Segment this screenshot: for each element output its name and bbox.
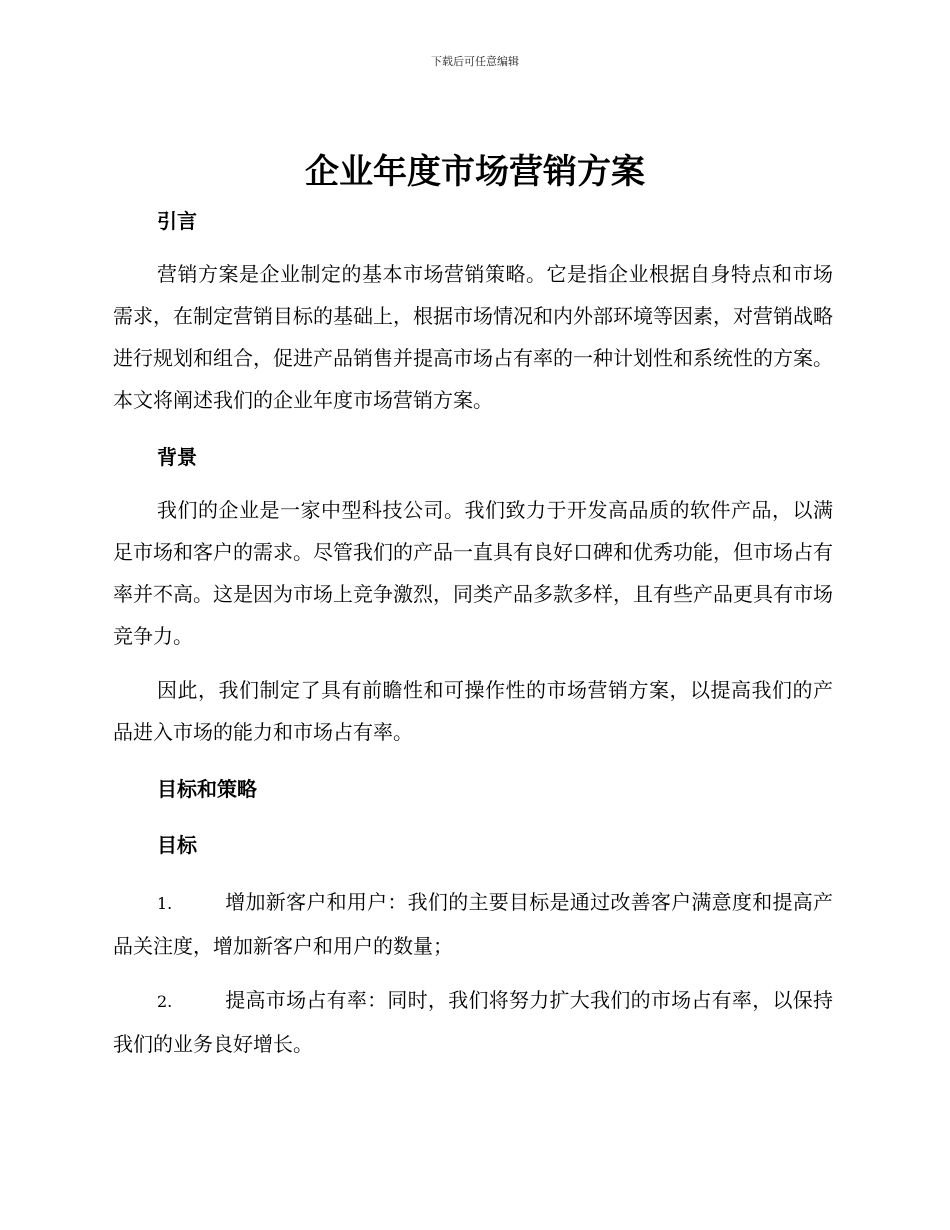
section-heading-background: 背景 xyxy=(157,445,197,469)
background-paragraph-1: 我们的企业是一家中型科技公司。我们致力于开发高品质的软件产品，以满足市场和客户的需求。尽管我们的产品一直具有良好口碑和优秀功能，但市场占有率并不高。这是因为市场上竞争激烈，同类产品多款多样，且有些产品更具有市场竞争力。 xyxy=(113,498,833,648)
document-title: 企业年度市场营销方案 xyxy=(305,152,645,192)
list-item-number: 1. xyxy=(157,894,173,913)
intro-paragraph: 营销方案是企业制定的基本市场营销策略。它是指企业根据自身特点和市场需求，在制定营销目标的基础上，根据市场情况和内外部环境等因素，对营销战略进行规划和组合，促进产品销售并提高市场占有率的一种计划性和系统性的方案。本文将阐述我们的企业年度市场营销方案。 xyxy=(113,262,833,412)
list-item xyxy=(113,979,833,1065)
list-item-number: 2. xyxy=(157,992,173,1011)
list-item-text: 增加新客户和用户：我们的主要目标是通过改善客户满意度和提高产品关注度，增加新客户和用户的数量； xyxy=(113,890,833,958)
list-item xyxy=(113,881,833,967)
document-body xyxy=(113,201,833,1065)
section-heading-goals-strategy: 目标和策略 xyxy=(157,777,257,801)
subsection-heading-goals: 目标 xyxy=(157,833,197,857)
list-item-text: 提高市场占有率：同时，我们将努力扩大我们的市场占有率，以保持我们的业务良好增长。 xyxy=(113,988,833,1056)
background-paragraph-2: 因此，我们制定了具有前瞻性和可操作性的市场营销方案，以提高我们的产品进入市场的能力和市场占有率。 xyxy=(113,678,833,744)
page-header-note: 下载后可任意编辑 xyxy=(431,55,519,68)
section-heading-intro: 引言 xyxy=(157,209,197,233)
